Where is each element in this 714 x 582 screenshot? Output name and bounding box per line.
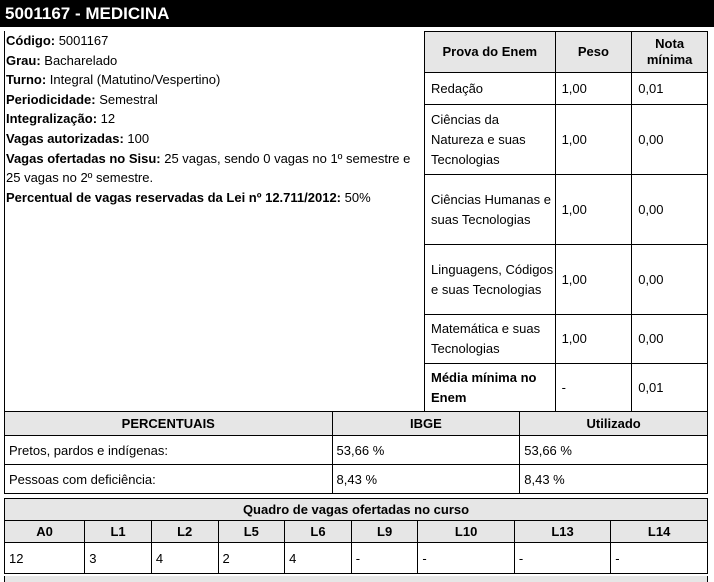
vagas-value-l5: 2	[218, 543, 285, 574]
enem-header-peso: Peso	[555, 32, 632, 73]
enem-prova: Linguagens, Códigos e suas Tecnologias	[425, 245, 556, 315]
table-row	[425, 73, 708, 105]
vagas-value-l9: -	[351, 543, 418, 574]
vagas-header-l6: L6	[285, 521, 352, 543]
vagas-title-row	[5, 499, 708, 521]
percentual-label: Pessoas com deficiência:	[5, 465, 333, 494]
enem-peso: 1,00	[555, 105, 632, 175]
enem-table	[424, 31, 708, 412]
percentual-utilizado: 8,43 %	[520, 465, 708, 494]
percentual-label: Pretos, pardos e indígenas:	[5, 436, 333, 465]
info-vagas-autorizadas: Vagas autorizadas: 100	[6, 130, 150, 146]
enem-nota: 0,00	[632, 105, 708, 175]
ibge-header: IBGE	[332, 412, 520, 436]
enem-peso: 1,00	[555, 73, 632, 105]
vagas-header-l13: L13	[514, 521, 610, 543]
info-periodicidade: Periodicidade: Semestral	[6, 91, 158, 107]
enem-prova: Ciências da Natureza e suas Tecnologias	[425, 105, 556, 175]
info-vagas-sisu: Vagas ofertadas no Sisu: 25 vagas, sendo 0 vagas no 1º semestre e 25 vagas no 2º semestre.	[6, 150, 411, 186]
table-row	[5, 436, 708, 465]
course-info	[4, 31, 424, 207]
info-turno: Turno: Integral (Matutino/Vespertino)	[6, 72, 221, 88]
info-codigo: Código: 5001167	[6, 33, 109, 48]
vagas-header-row	[5, 521, 708, 543]
vagas-header-l14: L14	[611, 521, 708, 543]
table-row	[425, 245, 708, 315]
enem-peso: 1,00	[555, 175, 632, 245]
table-row	[425, 175, 708, 245]
footer-bar	[4, 576, 708, 582]
info-percentual-lei: Percentual de vagas reservadas da Lei nº 12.711/2012: 50%	[6, 189, 371, 205]
enem-nota: 0,01	[632, 73, 708, 105]
enem-prova: Matemática e suas Tecnologias	[425, 315, 556, 364]
table-row	[5, 543, 708, 574]
left-border	[4, 31, 5, 411]
vagas-header-l5: L5	[218, 521, 285, 543]
vagas-header-l1: L1	[85, 521, 152, 543]
table-row	[425, 105, 708, 175]
enem-prova: Redação	[425, 73, 556, 105]
vagas-header-a0: A0	[5, 521, 85, 543]
vagas-value-l13: -	[514, 543, 610, 574]
vagas-value-a0: 12	[5, 543, 85, 574]
vagas-header-l2: L2	[151, 521, 218, 543]
enem-nota: 0,00	[632, 315, 708, 364]
enem-media-nota: 0,01	[632, 364, 708, 412]
percentual-ibge: 8,43 %	[332, 465, 520, 494]
vagas-value-l6: 4	[285, 543, 352, 574]
course-title: 5001167 - MEDICINA	[0, 0, 714, 27]
enem-media-label: Média mínima no Enem	[425, 364, 556, 412]
enem-peso: 1,00	[555, 315, 632, 364]
percentuais-table	[4, 411, 708, 494]
enem-header-row	[425, 32, 708, 73]
table-row	[5, 465, 708, 494]
vagas-value-l1: 3	[85, 543, 152, 574]
enem-prova: Ciências Humanas e suas Tecnologias	[425, 175, 556, 245]
utilizado-header: Utilizado	[520, 412, 708, 436]
enem-header-prova: Prova do Enem	[425, 32, 556, 73]
enem-nota: 0,00	[632, 245, 708, 315]
enem-header-nota: Nota mínima	[632, 32, 708, 73]
vagas-value-l10: -	[418, 543, 514, 574]
table-row	[425, 364, 708, 412]
enem-media-peso: -	[555, 364, 632, 412]
vagas-header-l9: L9	[351, 521, 418, 543]
percentuais-header-row	[5, 412, 708, 436]
info-integralizacao: Integralização: 12	[6, 111, 116, 127]
vagas-title: Quadro de vagas ofertadas no curso	[5, 499, 708, 521]
percentual-utilizado: 53,66 %	[520, 436, 708, 465]
vagas-value-l14: -	[611, 543, 708, 574]
vagas-table	[4, 498, 708, 574]
table-row	[425, 315, 708, 364]
info-grau: Grau: Bacharelado	[6, 52, 118, 68]
enem-peso: 1,00	[555, 245, 632, 315]
vagas-value-l2: 4	[151, 543, 218, 574]
percentual-ibge: 53,66 %	[332, 436, 520, 465]
vagas-header-l10: L10	[418, 521, 514, 543]
enem-nota: 0,00	[632, 175, 708, 245]
percentuais-header: PERCENTUAIS	[5, 412, 333, 436]
